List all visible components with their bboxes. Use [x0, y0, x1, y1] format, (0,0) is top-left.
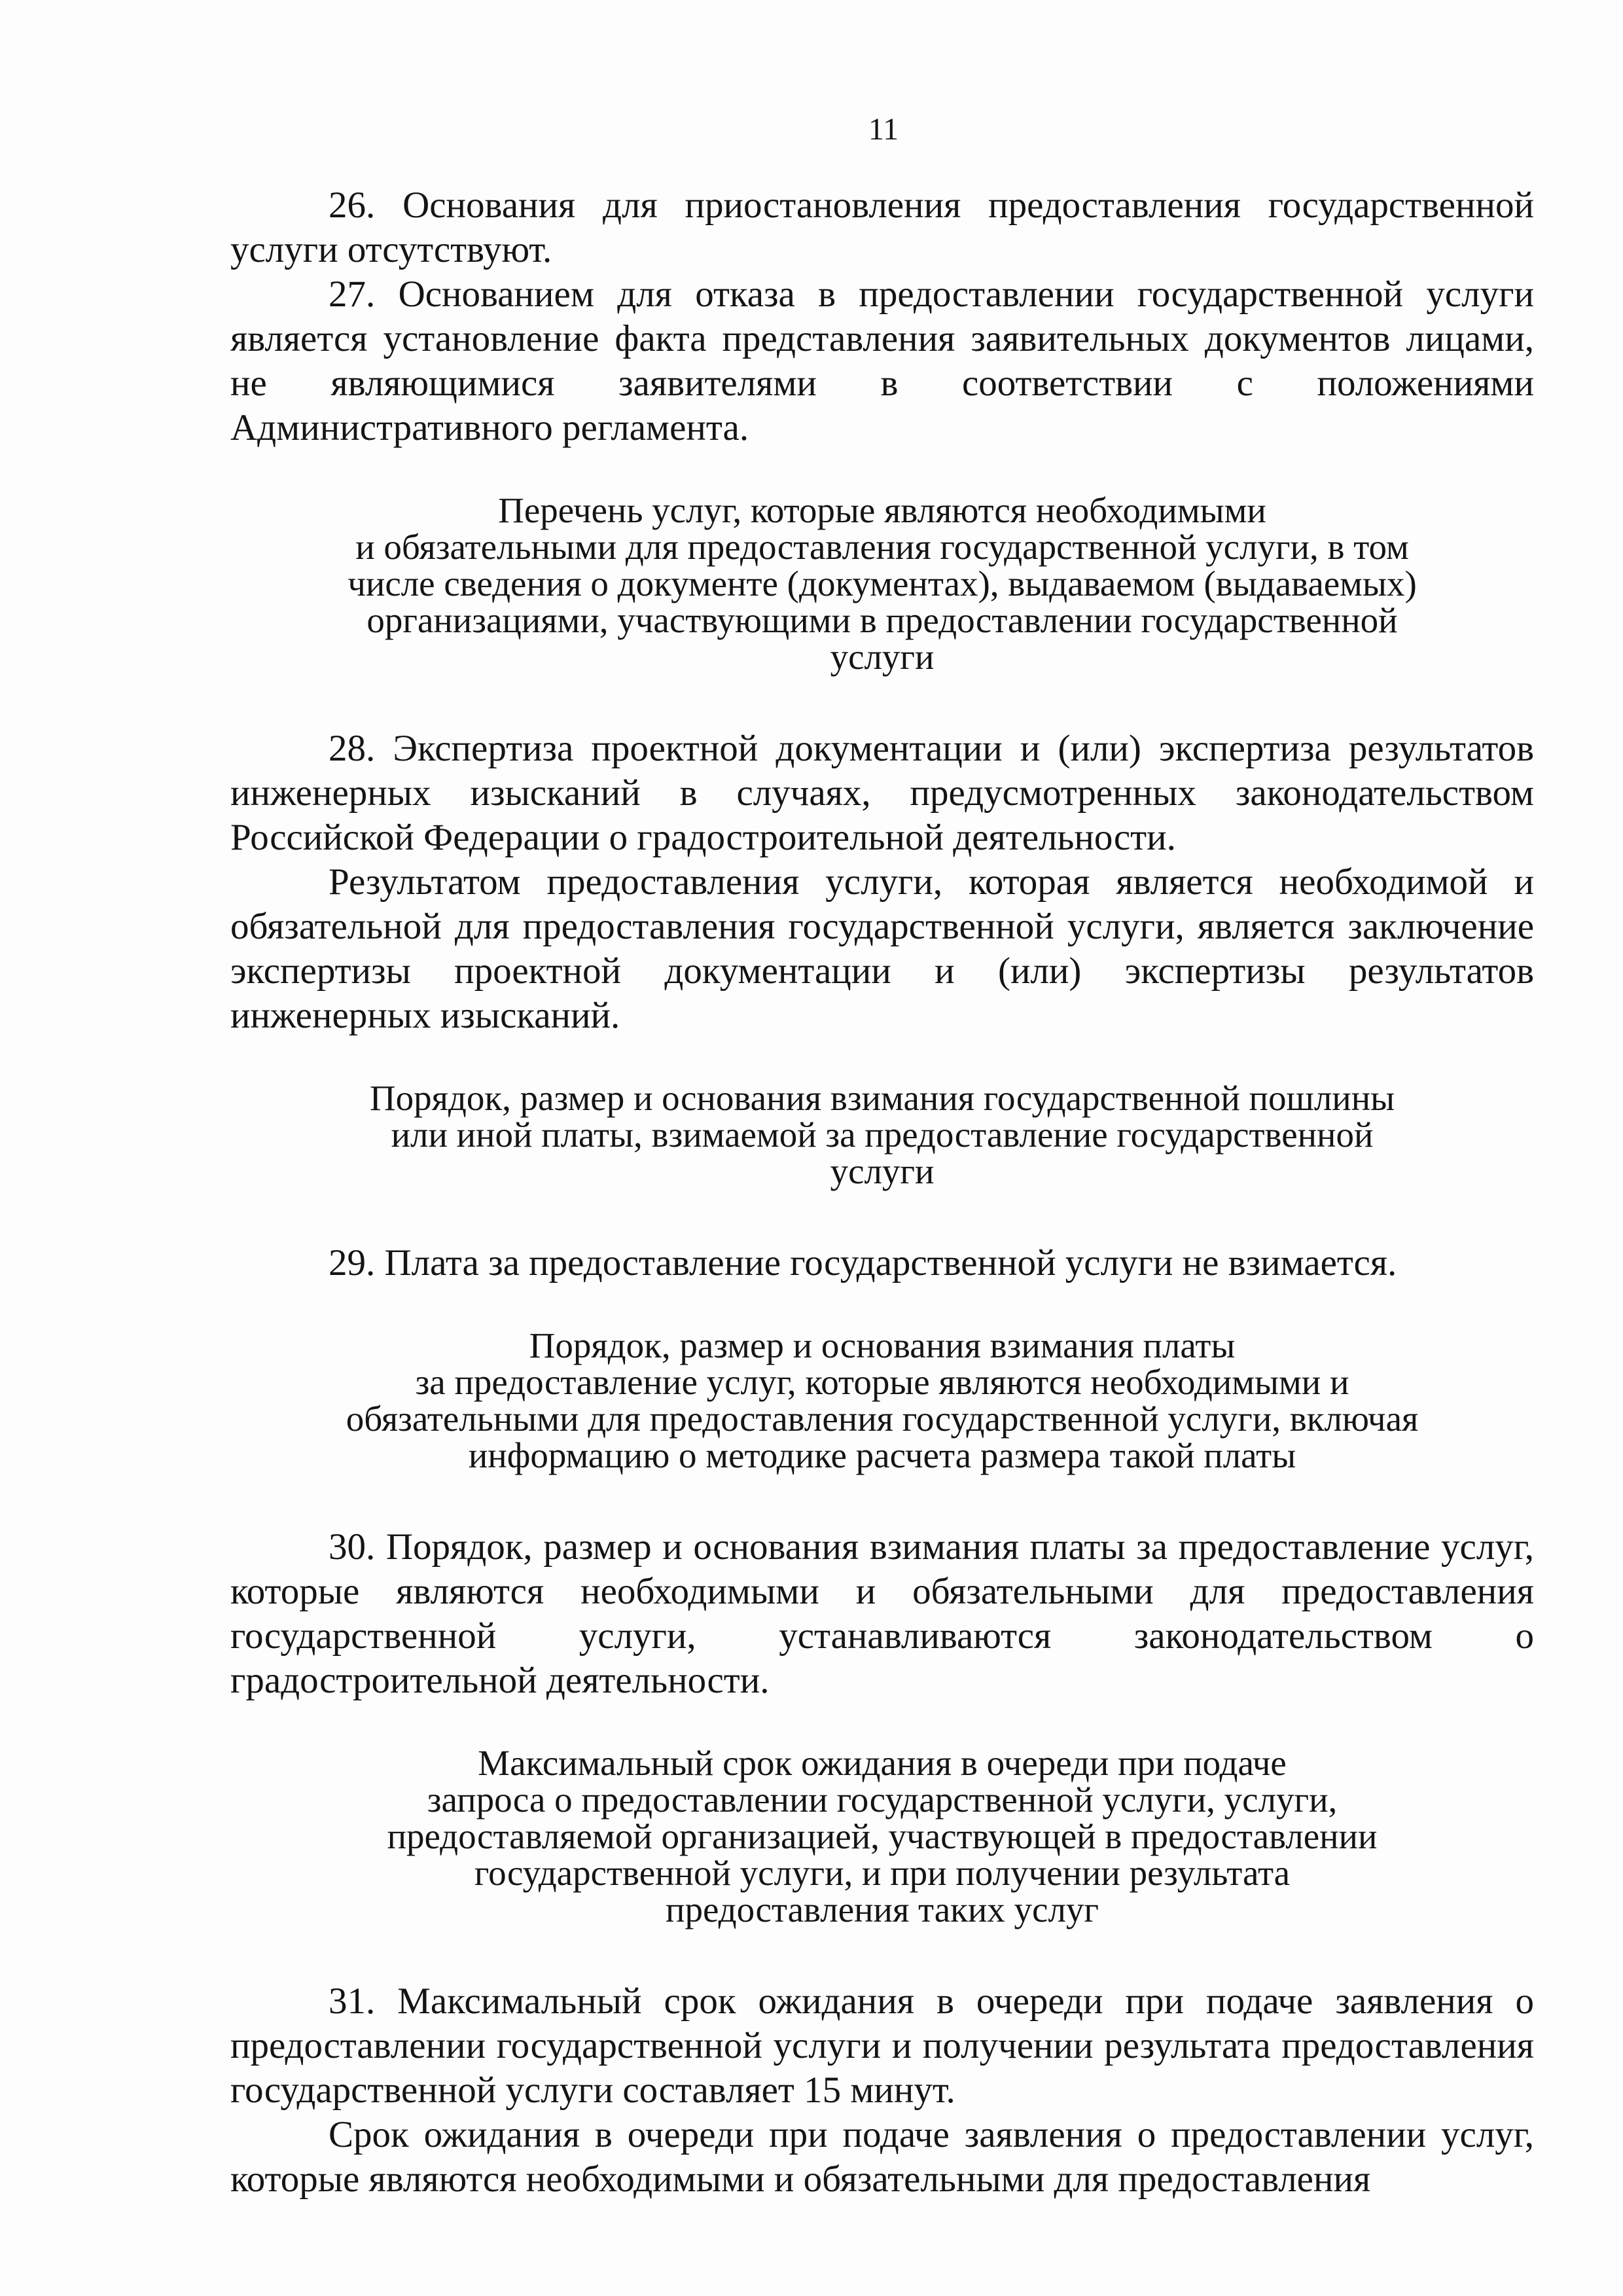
document-body [230, 183, 1534, 2202]
section-heading-services-list [230, 492, 1534, 675]
paragraph-28-result: Результатом предоставления услуги, которая является необходимой и обязательной для предоставления государственной услуги, является заключение экспертизы проектной документации и (или) экспертизы результатов инженерных изысканий. [230, 861, 1534, 1036]
section-heading-queue-time [230, 1745, 1534, 1928]
heading-line: Порядок, размер и основания взимания платы [529, 1325, 1236, 1365]
section-heading-service-fee [230, 1327, 1534, 1474]
paragraph-31: 31. Максимальный срок ожидания в очереди при подаче заявления о предоставлении государственной услуги и получении результата предоставления государственной услуги составляет 15 минут. [230, 1981, 1534, 2111]
heading-line: услуги [830, 1151, 935, 1191]
heading-line: государственной услуги, и при получении результата [474, 1853, 1291, 1893]
heading-line: Перечень услуг, которые являются необходимыми [498, 490, 1266, 530]
paragraph-28: 28. Экспертиза проектной документации и (или) экспертиза результатов инженерных изысканий в случаях, предусмотренных законодательством Российской Федерации о градостроительной деятельности. [230, 728, 1534, 858]
heading-line: Максимальный срок ожидания в очереди при подаче [478, 1743, 1287, 1783]
paragraph-29: 29. Плата за предоставление государственной услуги не взимается. [329, 1242, 1397, 1283]
heading-line: предоставляемой организацией, участвующей в предоставлении [387, 1816, 1378, 1856]
heading-line: предоставления таких услуг [666, 1890, 1099, 1929]
heading-line: информацию о методике расчета размера такой платы [468, 1435, 1296, 1475]
section-heading-state-fee [230, 1080, 1534, 1190]
paragraph-27: 27. Основанием для отказа в предоставлении государственной услуги является установление факта представления заявительных документов лицами, не являющимися заявителями в соответствии с положениями Административного регламента. [230, 274, 1534, 448]
page-number: 11 [868, 112, 899, 147]
heading-line: обязательными для предоставления государственной услуги, включая [346, 1399, 1419, 1439]
heading-line: числе сведения о документе (документах), выдаваемом (выдаваемых) [348, 564, 1417, 603]
paragraph-30: 30. Порядок, размер и основания взимания платы за предоставление услуг, которые являются необходимыми и обязательными для предоставления государственной услуги, устанавливаются законодательством о градостроительной деятельности. [230, 1526, 1534, 1701]
heading-line: и обязательными для предоставления государственной услуги, в том [355, 527, 1409, 567]
paragraph-26: 26. Основания для приостановления предоставления государственной услуги отсутствуют. [230, 185, 1534, 270]
heading-line: за предоставление услуг, которые являются необходимыми и [415, 1362, 1349, 1402]
paragraph-31-queue: Срок ожидания в очереди при подаче заявления о предоставлении услуг, которые являются необходимыми и обязательными для предоставления [230, 2114, 1534, 2200]
heading-line: услуги [830, 637, 935, 677]
heading-line: запроса о предоставлении государственной услуги, услуги, [427, 1780, 1338, 1820]
heading-line: Порядок, размер и основания взимания государственной пошлины [369, 1078, 1395, 1118]
heading-line: или иной платы, взимаемой за предоставление государственной [391, 1115, 1374, 1155]
heading-line: организациями, участвующими в предоставлении государственной [366, 600, 1398, 640]
